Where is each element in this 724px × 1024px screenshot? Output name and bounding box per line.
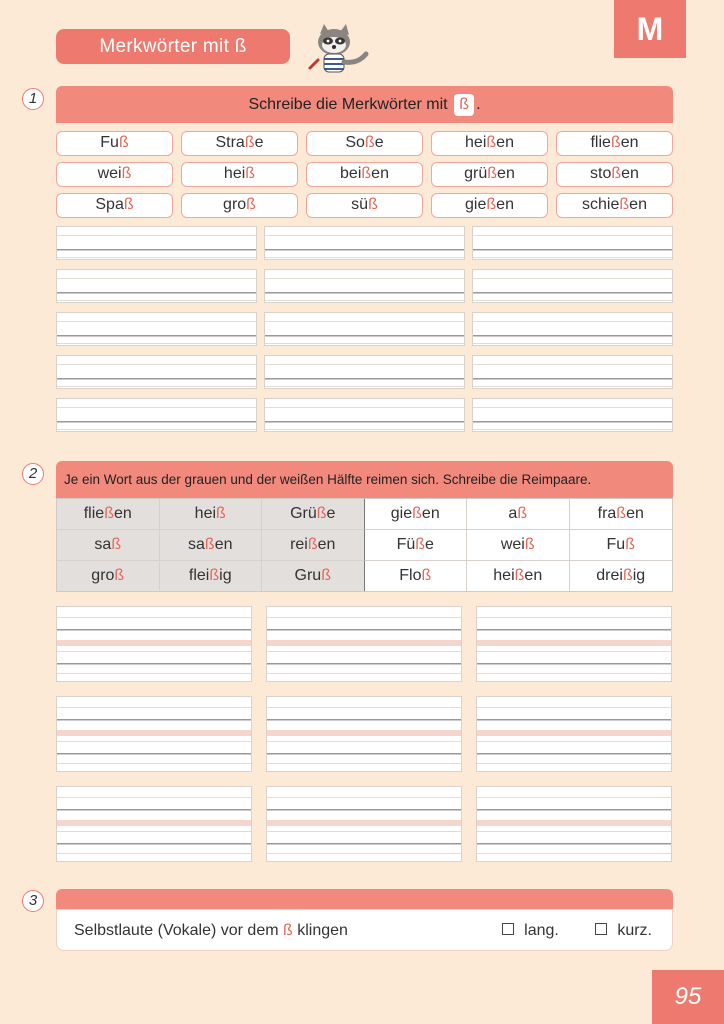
rhyme-cell [160,561,263,591]
double-writing-line[interactable] [266,696,462,772]
word-part: drei [596,567,623,584]
eszett-letter: ß [121,165,132,182]
checkbox-long[interactable] [502,923,514,935]
rhyme-cell [467,561,570,591]
rhyme-cell [57,499,160,530]
writing-line[interactable] [472,312,673,346]
word-part: hei [493,567,515,584]
eszett-letter: ß [415,536,426,553]
task-number-2: 2 [22,463,44,485]
task-number-1: 1 [22,88,44,110]
double-writing-line[interactable] [476,786,672,862]
word-part: rei [290,536,308,553]
eszett-letter: ß [244,134,255,151]
word-part: schie [582,196,620,213]
eszett-letter: ß [307,536,318,553]
word-part: sü [351,196,369,213]
word-part: e [254,134,264,151]
word-card [181,193,298,218]
word-part: Fu [100,134,119,151]
word-part: flie [83,505,105,522]
task3-text-end: klingen [297,922,348,939]
checkbox-short[interactable] [595,923,607,935]
word-part: en [497,165,515,182]
eszett-letter: ß [104,505,114,522]
word-card [181,131,298,156]
word-part: en [496,196,514,213]
word-part: en [421,505,440,522]
word-part: en [629,196,647,213]
double-writing-line[interactable] [476,696,672,772]
word-part: So [345,134,365,151]
eszett-letter: ß [321,567,331,584]
writing-line[interactable] [472,398,673,432]
writing-line[interactable] [472,226,673,260]
raccoon-mascot-icon [304,24,370,76]
option-long[interactable] [502,922,559,939]
eszett-letter: ß [622,567,633,584]
writing-lines-task2 [56,606,673,862]
rhyme-cell [570,530,673,561]
page-number: 95 [652,970,724,1024]
word-part: a [508,505,518,522]
word-part: Grü [290,505,317,522]
writing-lines-task1 [56,226,673,432]
word-part: e [425,536,434,553]
writing-line[interactable] [56,226,257,260]
word-part: gro [223,196,247,213]
eszett-letter: ß [245,165,256,182]
eszett-letter: ß [316,505,327,522]
eszett-letter: ß [514,567,525,584]
word-part: Fü [396,536,416,553]
writing-line[interactable] [264,269,465,303]
word-part: flie [590,134,611,151]
word-part: Flo [399,567,422,584]
eszett-letter: ß [611,165,622,182]
word-part: Spa [95,196,124,213]
task3-bar [56,889,673,909]
word-card [431,162,548,187]
word-part: en [620,134,639,151]
word-card [556,193,673,218]
word-part: en [214,536,233,553]
task-number-3: 3 [22,890,44,912]
writing-line[interactable] [264,398,465,432]
eszett-letter: ß [361,165,372,182]
word-card [56,162,173,187]
writing-line[interactable] [56,269,257,303]
rhyme-cell [365,530,468,561]
word-part: gie [465,196,487,213]
option-short-label: kurz. [617,922,652,939]
word-card [56,193,173,218]
rhyme-cell [365,561,468,591]
word-part: en [371,165,389,182]
eszett-letter: ß [625,536,635,553]
eszett-letter: ß [123,196,134,213]
rhyme-cell [262,530,365,561]
task1-instruction-text: Schreibe die Merkwörter mit [248,96,448,113]
task1-instruction-bar [56,86,673,123]
word-part: flei [188,567,210,584]
rhyme-table [56,498,673,592]
eszett-letter: ß [118,134,129,151]
writing-line[interactable] [264,226,465,260]
task2-instruction-bar: Je ein Wort aus der grauen und der weißen Hälfte reimen sich. Schreibe die Reimpaare. [56,461,673,498]
eszett-letter: ß [517,505,528,522]
word-part: en [621,165,639,182]
eszett-letter: ß [209,567,220,584]
eszett-letter: ß [368,196,378,213]
eszett-badge: ß [454,94,474,116]
writing-line[interactable] [472,355,673,389]
eszett-letter: ß [619,196,630,213]
writing-line[interactable] [264,312,465,346]
word-part: Gru [294,567,322,584]
task3-text: Selbstlaute (Vokale) vor dem [74,922,279,939]
word-part: ig [219,567,232,584]
word-card [431,131,548,156]
rhyme-cell [57,561,160,591]
word-part: Fu [606,536,626,553]
word-part: sto [590,165,612,182]
eszett-letter: ß [216,505,226,522]
word-card [556,162,673,187]
rhyme-cell [365,499,468,530]
word-part: e [326,505,336,522]
word-part: gie [390,505,413,522]
double-writing-line[interactable] [56,786,252,862]
word-card [306,162,423,187]
writing-line[interactable] [56,398,257,432]
word-part: hei [194,505,217,522]
word-part: en [317,536,336,553]
word-card [431,193,548,218]
task3-eszett: ß [283,922,293,939]
eszett-letter: ß [114,567,125,584]
word-part: wei [500,536,525,553]
word-part: ig [632,567,646,584]
word-part: en [113,505,132,522]
writing-line[interactable] [56,312,257,346]
word-part: hei [223,165,246,182]
eszett-letter: ß [246,196,256,213]
word-part: fra [597,505,617,522]
double-writing-line[interactable] [56,606,252,682]
word-card-grid [56,131,673,218]
writing-line[interactable] [472,269,673,303]
rhyme-cell [262,499,365,530]
task1-instruction-period: . [476,96,481,113]
word-card [306,193,423,218]
word-part: sa [188,536,205,553]
eszett-letter: ß [524,536,535,553]
word-part: en [524,567,543,584]
word-card [306,131,423,156]
word-part: gro [91,567,115,584]
chapter-tab: M [614,0,686,58]
writing-line[interactable] [264,355,465,389]
option-short[interactable] [595,922,652,939]
eszett-letter: ß [616,505,627,522]
word-part: en [626,505,644,522]
eszett-letter: ß [487,165,498,182]
eszett-letter: ß [610,134,621,151]
double-writing-line[interactable] [266,786,462,862]
eszett-letter: ß [364,134,375,151]
writing-line[interactable] [56,355,257,389]
eszett-letter: ß [486,196,497,213]
rhyme-cell [160,530,263,561]
option-long-label: lang. [524,922,559,939]
rhyme-cell [570,499,673,530]
task3-statement [56,909,673,951]
word-part: grü [464,165,488,182]
word-part: en [496,134,514,151]
word-card [56,131,173,156]
word-part: e [374,134,384,151]
eszett-letter: ß [421,567,432,584]
rhyme-cell [467,530,570,561]
eszett-letter: ß [111,536,122,553]
double-writing-line[interactable] [266,606,462,682]
word-card [181,162,298,187]
word-part: wei [97,165,122,182]
double-writing-line[interactable] [476,606,672,682]
word-card [556,131,673,156]
word-part: bei [340,165,362,182]
rhyme-cell [160,499,263,530]
eszett-letter: ß [412,505,422,522]
rhyme-cell [57,530,160,561]
eszett-letter: ß [486,134,497,151]
word-part: Stra [215,134,245,151]
rhyme-cell [570,561,673,591]
rhyme-cell [467,499,570,530]
double-writing-line[interactable] [56,696,252,772]
rhyme-cell [262,561,365,591]
vowel-options [470,910,652,952]
word-part: hei [465,134,487,151]
word-part: sa [94,536,112,553]
eszett-letter: ß [204,536,215,553]
page-title: Merkwörter mit ß [56,29,290,64]
